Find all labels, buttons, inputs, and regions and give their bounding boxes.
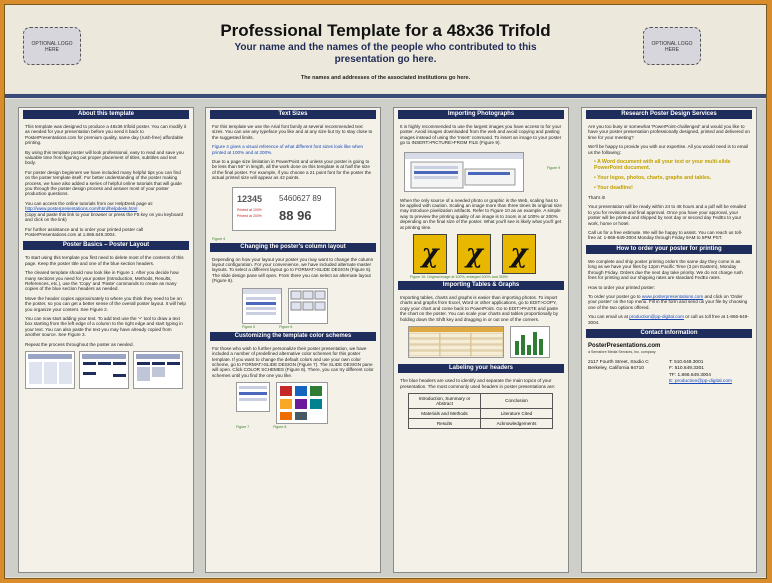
chi-glyph: χ [421, 239, 439, 270]
order-instructions-text: and click on 'Order your poster' on the top menu. Fill in the form and send us your file by choosing one of the two options offered. [588, 293, 748, 310]
about-paragraph: By using this template poster will look professional, easy to read and save you valuable time from figuring out proper placement of titles, subtitles and text body. [25, 149, 184, 166]
table-row [409, 408, 553, 418]
about-helpdesk-note: (copy and paste this link to your browser or press the F5 key on you keyboard and click on the link) [25, 211, 184, 223]
service-bullet: • A Word document with all your text or your multi-slide PowerPoint document. [594, 159, 731, 172]
column-4 [581, 107, 757, 573]
order-paragraph [588, 294, 750, 310]
photos-paragraph: When the only source of a needed photo or graphic is the Web, scaling has to be applied with caution. Scaling an image more than three times its original size may introduce pixelization artifacts. Refer to Figure 10 as an example. A simple way to preview the printing quality of an image is to zoom in at 100% or 200% depending on the final size of the poster. What you'll see is likely what you'll get at printing time. [400, 197, 562, 230]
figure-8-caption: Figure 8 [273, 425, 287, 430]
about-helpdesk-text: You can access the online tutorials from our HelpDesk page at: [25, 200, 154, 206]
basics-paragraph: To start using this template you first need to delete most of the contents of this page. Keep the poster title and one of the blue section headers. [25, 255, 184, 266]
section-header-basics[interactable]: Poster Basics – Poster Layout [23, 241, 189, 250]
about-paragraph: For further assistance and to order your printed poster call PosterPresentations.com at 1.866.649.3004. [25, 226, 144, 237]
service-bullet: • Your deadline! [594, 185, 633, 192]
research-paragraph: Your presentation will be ready within 24 to 48 hours and a pdf will be emailed to you for revisions and final approval. Once you have your approval, your poster will be printed and shipped by next day or second day FedEx to your work, home or hotel. [588, 204, 747, 226]
chi-glyph: χ [510, 239, 528, 270]
chi-icon-100 [413, 234, 447, 274]
address-line: Berkeley, California 94710 [588, 366, 644, 372]
sample-table-thumbnail [408, 326, 504, 358]
order-paragraph: How to order your printed poster: [588, 284, 656, 290]
chi-glyph: χ [465, 239, 483, 270]
figure-6-caption: Figure 6 [279, 324, 293, 329]
layout-figures [25, 351, 187, 389]
sizes-paragraph: Due to a page size limitation in PowerPoint and unless your poster is going to be less than 56" in length, all the work done on this template is at half the size of the final poster. For example, if you choose a 21 point font for the poster the actual printed size will appear as 42 points. [212, 159, 372, 181]
color-scheme-figures [236, 382, 374, 424]
table-cell: Results [409, 418, 481, 428]
address-line: 2117 Fourth Street, Studio C [588, 359, 649, 365]
about-paragraph [25, 201, 187, 223]
figure-7-caption: Figure 7 [236, 425, 250, 430]
font-sample-large: 88 96 [279, 207, 312, 223]
basics-paragraph: Move the header copies approximately to where you think they need to be on the poster, so you can get a better sense of the overall poster layout. It will help you organize your content. See Figure 2. [25, 295, 186, 312]
font-sample-label-100: Printed at 100% [237, 207, 262, 212]
about-paragraph: This template was designed to produce a 48x36 trifold poster. You can modify it as needed for your presentation before you send it back to PosterPresentations.com for premium quality, same day (rush-free) affordable printing. [25, 124, 187, 146]
section-header-ordering[interactable]: How to order your poster for printing [586, 245, 752, 254]
fax-line: F: 510.649.3301 [669, 366, 704, 372]
section-header-about[interactable]: About this template [23, 110, 189, 119]
helpdesk-link[interactable]: http://www.posterpresentations.com/html/helpdesk.html [25, 206, 138, 212]
phone-text: or call us toll free at 1-866-649-3004. [588, 314, 749, 325]
basics-paragraph: Repeat the process throughout the poster as needed. [25, 341, 134, 347]
column-2 [205, 107, 381, 573]
table-row [409, 393, 553, 408]
section-header-column-layout[interactable]: Changing the poster's column layout [210, 243, 376, 252]
chi-icon-200 [457, 234, 491, 274]
poster-body [5, 99, 766, 577]
figure-9-insert-picture-menu [404, 152, 524, 192]
poster-institutions[interactable]: The names and addresses of the associated institutions go here. [300, 75, 471, 81]
section-header-text-sizes[interactable]: Text Sizes [210, 110, 376, 119]
table-cell: Acknowledgements [481, 418, 553, 428]
figure-4-caption: Figure 4 [212, 236, 226, 241]
figure-7-8-captions [236, 424, 380, 430]
font-sample-label-200: Printed at 200% [237, 213, 262, 218]
about-paragraph: For poster design beginners we have included many helpful tips you can find on the poster template itself. For better understanding of the poster making process, we have also added a series of helpful online tutorials that will guide you through the poster design process and answer most of your poster production questions. [25, 169, 182, 197]
photos-paragraph: It is highly recommended to use the largest images you have access to for your poster. Avoid images downloaded from the web and avoid copying and pasting images instead of using the 'Insert' command. To insert an image to your poster go to INSERT>PICTURE>FROM FILE (Figure 9). [400, 124, 562, 146]
column-1 [18, 107, 194, 573]
contact-email-link[interactable]: E: production@pp-digital.com [669, 378, 732, 384]
font-sample-small: 12345 [237, 193, 263, 204]
figure-3-thumbnail [133, 351, 183, 389]
basics-paragraph: You can now start adding your text. To add text use the '+' tool to draw a text box starting from the left edge of a column to the right edge and start typing in your text. You can also paste the text you may have already copied from another source. See Figure 3. [25, 315, 183, 338]
figure-5-thumbnail [242, 288, 282, 324]
email-link[interactable]: production@pp-digital.com [629, 314, 684, 320]
font-sample-medium: 5460627 89 [279, 193, 322, 203]
section-header-contact[interactable]: Contact information [586, 329, 752, 338]
research-paragraph: We'll be happy to provide you with our expertise. All you would need is to email us the following: [588, 144, 749, 155]
sample-bar-graph-thumbnail [510, 326, 550, 358]
phone-line: T: 510.649.3001 [669, 359, 704, 365]
layout-menu-figures [242, 288, 374, 324]
figure-6-thumbnail [288, 288, 328, 324]
poster-header [5, 5, 766, 93]
figure-8-thumbnail [276, 382, 328, 424]
section-header-labeling[interactable]: Labeling your headers [398, 364, 564, 373]
poster-authors[interactable]: Your name and the names of the people who contributed to this presentation go here. [234, 42, 537, 65]
order-paragraph: We complete and ship poster printing orders the same day they come in as long as we have your files by 12pm Pacific Time (3 pm Eastern), Monday through Friday. Orders due the next day take priority. We do not charge rush fees for printing and our shipping rates are standard FedEx rates. [588, 258, 743, 281]
figure-2-thumbnail [79, 351, 129, 389]
figure-10-caption: Figure 10: Original image at 100%, enlarged 200% and 300% [410, 275, 508, 280]
table-row [409, 418, 553, 428]
poster [4, 4, 767, 579]
section-header-photographs[interactable]: Importing Photographs [398, 110, 564, 119]
labeling-paragraph: The blue headers are used to identify and separate the main topics of your presentation. The most commonly used headers in poster presentations are: [400, 378, 556, 389]
logo-placeholder-right: OPTIONAL LOGO HERE [643, 27, 701, 65]
figure-5-caption: Figure 5 [242, 324, 256, 329]
phone-block [669, 360, 750, 385]
thats-it-text: That's it! [588, 195, 606, 201]
figure-1-thumbnail [25, 351, 75, 389]
service-bullet: • Your logos, photos, charts, graphs and tables. [594, 175, 712, 182]
header-divider [5, 94, 766, 98]
order-paragraph [588, 314, 750, 325]
tollfree-line: TF: 1.866.649.3004 [669, 372, 711, 378]
figure-10-scaling-examples [410, 234, 562, 274]
address-block [588, 360, 669, 385]
figure-7-thumbnail [236, 382, 270, 412]
poster-title[interactable]: Professional Template for a 48x36 Trifold [220, 21, 551, 40]
research-paragraph: Call us for a free estimate. We will be happy to assist. You can reach us toll-free at: 1-866-649-3004 Monday through Friday 9AM to 5PM PST. [588, 230, 743, 241]
table-cell: Materials and Methods [409, 408, 481, 418]
tables-paragraph: Importing tables, charts and graphs is easier than importing photos. To import charts and graphs from Excel, Word or other applications, go to EDIT>COPY, copy your chart and come back to PowerPoint. Go to EDIT>PASTE and paste the chart on the poster. You can scale your charts and tables proportionally by holding down the Shift key and dragging in or out one of the corners. [400, 295, 559, 322]
basics-paragraph: The cleared template should now look like in Figure 1. After you decide how many sections you need for your poster (Introduction, Methods, Results, References, etc.), use the 'Copy' and 'Paste' commands to create as many copies of the blue section headers as needed. [25, 270, 179, 292]
contact-details [588, 360, 750, 385]
columns-paragraph: Depending on how your layout your poster you may want to change the column layout configuration. For your convenience, we have included alternate master layouts. To select a different layout go to FORMAT>SLIDE DESIGN (Figure 5). The slide design pane will open. From there you can select an alternate layout (Figure 6). [212, 256, 374, 284]
research-paragraph: Are you too busy or somewhat 'PowerPoint-challenged' and would you like to have your poster presentation professionally designed, printed and delivered on time for your meeting? [588, 124, 750, 140]
section-header-design-services[interactable]: Research Poster Design Services [586, 110, 752, 119]
figure-4-font-sizes [232, 187, 336, 231]
company-name: PosterPresentations.com [588, 342, 661, 349]
figure-9-caption: Figure 9 [546, 165, 560, 170]
table-cell: Conclusion [481, 393, 553, 408]
company-tagline: a Semafore Media Services, Inc. company [588, 349, 656, 354]
website-link[interactable]: www.posterpresentations.com [641, 293, 704, 299]
section-header-color-schemes[interactable]: Customizing the template color schemes [210, 332, 376, 341]
chi-icon-300 [502, 234, 536, 274]
column-3 [393, 107, 569, 573]
sizes-paragraph: Figure 4 gives a visual reference of what different font sizes look like when printed at 100% and at 200%. [212, 144, 364, 155]
email-intro-text: You can email us at [588, 314, 628, 320]
table-graph-examples [408, 326, 562, 358]
sizes-paragraph: For this template we use the Arial font family at several recommended text sizes. You can use any typeface you like and at any size but try to stay close to the suggested limits. [212, 124, 373, 140]
table-cell: Literature Cited [481, 408, 553, 418]
section-header-tables-graphs[interactable]: Importing Tables & Graphs [398, 281, 564, 290]
table-cell: Introduction, Summary or Abstract [409, 393, 481, 408]
logo-placeholder-left: OPTIONAL LOGO HERE [23, 27, 81, 65]
colors-paragraph: For those who wish to further personalize their poster presentation, we have included a number of predefined alternative color schemes for this poster template. If you want to change the default colors and use your own color scheme, go to FORMAT>SLIDE DESIGN (Figure 7). The SLIDE DESIGN pane will open. Click COLOR SCHEMES (Figure 8). There, you can try different color schemes until you find the one you like. [212, 345, 374, 378]
order-instructions-text: To order your poster go to [588, 293, 641, 299]
common-headers-table [408, 393, 553, 429]
